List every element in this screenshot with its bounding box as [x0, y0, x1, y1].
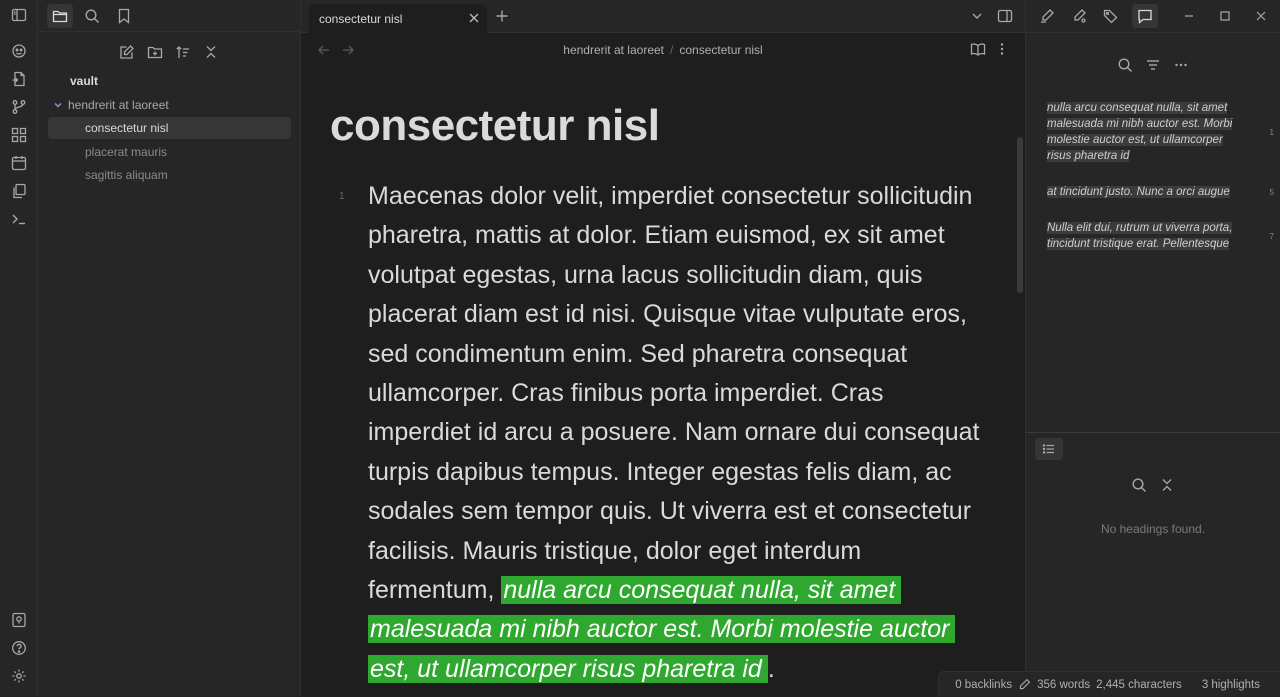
tags-icon[interactable]: [1098, 4, 1124, 28]
window-close-icon[interactable]: [1248, 4, 1274, 28]
minimize-icon[interactable]: [1176, 4, 1202, 28]
new-tab-icon[interactable]: [489, 4, 515, 28]
graph-view-icon[interactable]: [7, 39, 31, 63]
highlight-text: at tincidunt justo. Nunc a orci augue: [1047, 186, 1230, 198]
edit-mode-icon[interactable]: [1018, 678, 1031, 691]
new-folder-icon[interactable]: [142, 40, 168, 64]
line-number: 1: [339, 191, 345, 202]
highlight-text: nulla arcu consequat nulla, sit amet malesuada mi nibh auctor est. Morbi molestie auctor est, ut ullamcorper risus pharetra id: [1047, 102, 1233, 162]
file-explorer-panel: [38, 0, 301, 697]
vault-name[interactable]: vault: [70, 74, 99, 88]
highlight-line-number: 7: [1269, 232, 1274, 241]
breadcrumb-folder[interactable]: hendrerit at laoreet: [563, 43, 664, 57]
no-headings-message: No headings found.: [1100, 522, 1206, 536]
git-icon[interactable]: [7, 95, 31, 119]
highlight-line-number: 1: [1269, 128, 1274, 137]
outline-search-icon[interactable]: [1126, 473, 1152, 497]
file-recovery-icon[interactable]: [7, 67, 31, 91]
character-count: 2,445 characters: [1096, 678, 1182, 691]
comment-icon[interactable]: [1132, 4, 1158, 28]
tab-bar: [301, 0, 1025, 33]
left-panel-tabs: [38, 0, 300, 32]
help-icon[interactable]: [7, 636, 31, 660]
highlighted-text[interactable]: nulla arcu consequat nulla, sit amet malesuada mi nibh auctor est. Morbi molestie auctor est, ut ullamcorper risus pharetra id: [368, 576, 955, 683]
backlinks-count[interactable]: 0 backlinks: [955, 678, 1013, 691]
panel-divider[interactable]: [1026, 432, 1280, 433]
note-content[interactable]: [301, 67, 1025, 697]
file-item[interactable]: placerat mauris: [85, 145, 168, 159]
folder-item[interactable]: [52, 94, 169, 116]
chevron-down-icon: [52, 99, 64, 111]
highlights-search-icon[interactable]: [1112, 53, 1138, 77]
right-sidebar-toggle-icon[interactable]: [992, 4, 1018, 28]
tab-label: consectetur nisl: [319, 12, 403, 26]
new-note-icon[interactable]: [114, 40, 140, 64]
canvas-icon[interactable]: [7, 123, 31, 147]
breadcrumb-file[interactable]: consectetur nisl: [679, 43, 763, 57]
breadcrumb: [301, 43, 1025, 57]
vault-switch-icon[interactable]: [7, 608, 31, 632]
pen-sync-icon[interactable]: [1034, 4, 1060, 28]
folder-label: hendrerit at laoreet: [68, 98, 169, 112]
copy-icon[interactable]: [7, 179, 31, 203]
sort-icon[interactable]: [170, 40, 196, 64]
calendar-icon[interactable]: [7, 151, 31, 175]
paragraph-tail: .: [767, 654, 775, 683]
breadcrumb-separator: /: [670, 43, 674, 57]
highlight-line-number: 5: [1269, 188, 1274, 197]
folder-icon[interactable]: [47, 4, 73, 28]
scrollbar[interactable]: [1017, 137, 1023, 293]
view-header: [301, 33, 1025, 67]
highlight-item[interactable]: [1047, 220, 1247, 252]
close-icon[interactable]: [467, 11, 481, 25]
bookmark-icon[interactable]: [111, 4, 137, 28]
highlight-text: Nulla elit dui, rutrum ut viverra porta, tincidunt tristique erat. Pellentesque: [1047, 222, 1233, 250]
highlight-count[interactable]: 3 highlights: [1201, 678, 1260, 691]
status-bar: [938, 671, 1280, 697]
outline-list-icon[interactable]: [1035, 438, 1063, 460]
search-icon[interactable]: [79, 4, 105, 28]
pen-link-icon[interactable]: [1066, 4, 1092, 28]
more-options-icon[interactable]: [989, 37, 1015, 61]
note-title[interactable]: consectetur nisl: [330, 101, 660, 150]
right-sidebar: [1025, 0, 1280, 697]
tab-note[interactable]: [309, 4, 487, 33]
right-panel-tabs: [1026, 0, 1280, 33]
reading-view-icon[interactable]: [965, 37, 991, 61]
file-item[interactable]: sagittis aliquam: [85, 168, 168, 182]
terminal-icon[interactable]: [7, 207, 31, 231]
settings-icon[interactable]: [7, 664, 31, 688]
paragraph-text: Maecenas dolor velit, imperdiet consectetur sollicitudin pharetra, mattis at dolor. Etiam euismod, ex sit amet volutpat egestas, urna lacus sollicitudin diam, quis placerat diam est id nisi. Quisque vitae vulputate eros, sed condimentum enim. Sed pharetra consequat ullamcorper. Cras finibus porta imperdiet. Cras imperdiet id arcu a posuere. Nam ornare dui consequat turpis dapibus tempus. Integer egestas felis diam, ac sodales sem tempor quis. Ut viverra est et consectetur facilisis. Mauris tristique, dolor eget interdum fermentum,: [368, 182, 980, 605]
word-count: 356 words: [1037, 678, 1091, 691]
collapse-all-icon[interactable]: [198, 40, 224, 64]
editor-area: [301, 0, 1025, 697]
outline-collapse-icon[interactable]: [1154, 473, 1180, 497]
sidebar-toggle-icon[interactable]: [7, 3, 31, 27]
file-item[interactable]: consectetur nisl: [48, 117, 291, 139]
ribbon: [0, 0, 38, 697]
filter-icon[interactable]: [1140, 53, 1166, 77]
more-horizontal-icon[interactable]: [1168, 53, 1194, 77]
note-paragraph[interactable]: [368, 177, 988, 689]
tab-list-chevron-icon[interactable]: [964, 4, 990, 28]
highlight-item[interactable]: [1047, 100, 1247, 164]
maximize-icon[interactable]: [1212, 4, 1238, 28]
highlight-item[interactable]: [1047, 184, 1247, 200]
